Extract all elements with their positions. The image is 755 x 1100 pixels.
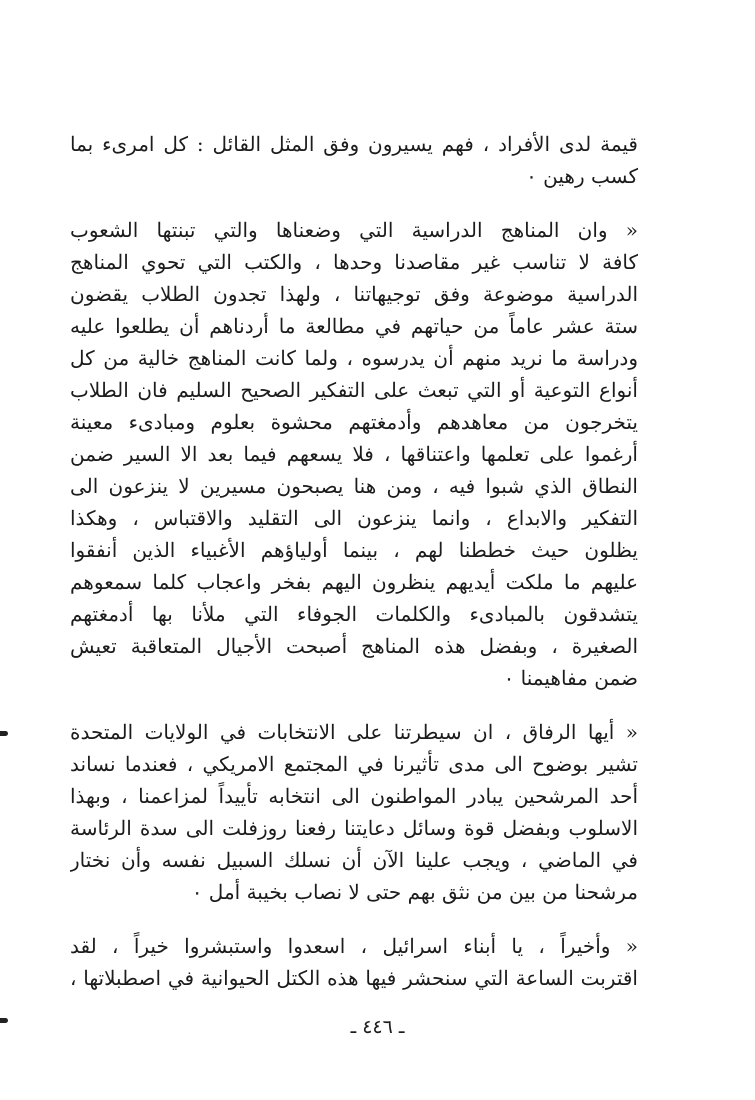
text-line: التفكير والابداع ، وانما ينزعون الى التقليد والاقتباس ، وهكذا: [70, 506, 638, 530]
page-number: ـ ٤٤٦ ـ: [350, 1016, 405, 1038]
margin-mark: [0, 1018, 8, 1023]
text-line: الاسلوب وبفضل قوة وسائل دعايتنا رفعنا روزفلت الى سدة الرئاسة: [70, 816, 638, 840]
text-line: أحد المرشحين يبادر المواطنون الى انتخابه تأييداً لمزاعمنا ، وبهذا: [70, 784, 638, 808]
text-line: الصغيرة ، وبفضل هذه المناهج أصبحت الأجيال المتعاقبة تعيش: [70, 634, 638, 658]
text-line: كسب رهين ٠: [526, 164, 638, 188]
text-line: « وأخيراً ، يا أبناء اسرائيل ، اسعدوا واستبشروا خيراً ، لقد: [70, 934, 638, 958]
text-line: تشير بوضوح الى مدى تأثيرنا في المجتمع الامريكي ، فعندما نساند: [70, 752, 638, 776]
text-line: أرغموا على تعلمها واعتناقها ، فلا يسعهم فيما بعد الا السير ضمن: [70, 442, 638, 466]
margin-mark: [0, 731, 8, 736]
paragraph-3: [70, 716, 638, 908]
text-line: في الماضي ، ويجب علينا الآن أن نسلك السبيل نفسه وأن نختار: [70, 848, 638, 872]
text-line: يتشدقون بالمبادىء والكلمات الجوفاء التي ملأنا بها أدمغتهم: [70, 602, 638, 626]
text-line: قيمة لدى الأفراد ، فهم يسيرون وفق المثل القائل : كل امرىء بما: [70, 132, 638, 156]
text-line: ودراسة ما نريد منهم أن يدرسوه ، ولما كانت المناهج خالية من كل: [70, 346, 638, 370]
text-line: كافة لا تناسب غير مقاصدنا وحدها ، والكتب التي تحوي المناهج: [70, 250, 638, 274]
text-line: النطاق الذي شبوا فيه ، ومن هنا يصبحون مسيرين لا ينزعون الى: [70, 474, 638, 498]
paragraph-2: [70, 214, 638, 694]
text-line: ضمن مفاهيمنا ٠: [503, 666, 638, 690]
text-line: يتخرجون من معاهدهم وأدمغتهم محشوة بعلوم ومبادىء معينة: [70, 410, 638, 434]
text-line: يظلون حيث خططنا لهم ، بينما أولياؤهم الأغبياء الذين أنفقوا: [70, 538, 638, 562]
text-line: عليهم ما ملكت أيديهم ينظرون اليهم بفخر واعجاب كلما سمعوهم: [70, 570, 638, 594]
page-body: [70, 128, 638, 994]
paragraph-4: [70, 930, 638, 994]
text-line: ستة عشر عاماً من حياتهم في مطالعة ما أردناهم أن يطلعوا عليه: [70, 314, 638, 338]
text-line: « وان المناهج الدراسية التي وضعناها والتي تبنتها الشعوب: [70, 218, 638, 242]
text-line: اقتربت الساعة التي سنحشر فيها هذه الكتل الحيوانية في اصطبلاتها ،: [70, 966, 638, 990]
text-line: الدراسية موضوعة وفق توجيهاتنا ، ولهذا تجدون الطلاب يقضون: [70, 282, 638, 306]
text-line: « أيها الرفاق ، ان سيطرتنا على الانتخابات في الولايات المتحدة: [70, 720, 638, 744]
text-line: مرشحنا من بين من نثق بهم حتى لا نصاب بخيبة أمل ٠: [191, 880, 638, 904]
paragraph-1: [70, 128, 638, 192]
text-line: أنواع التوعية أو التي تبعث على التفكير الصحيح السليم فان الطلاب: [70, 378, 638, 402]
